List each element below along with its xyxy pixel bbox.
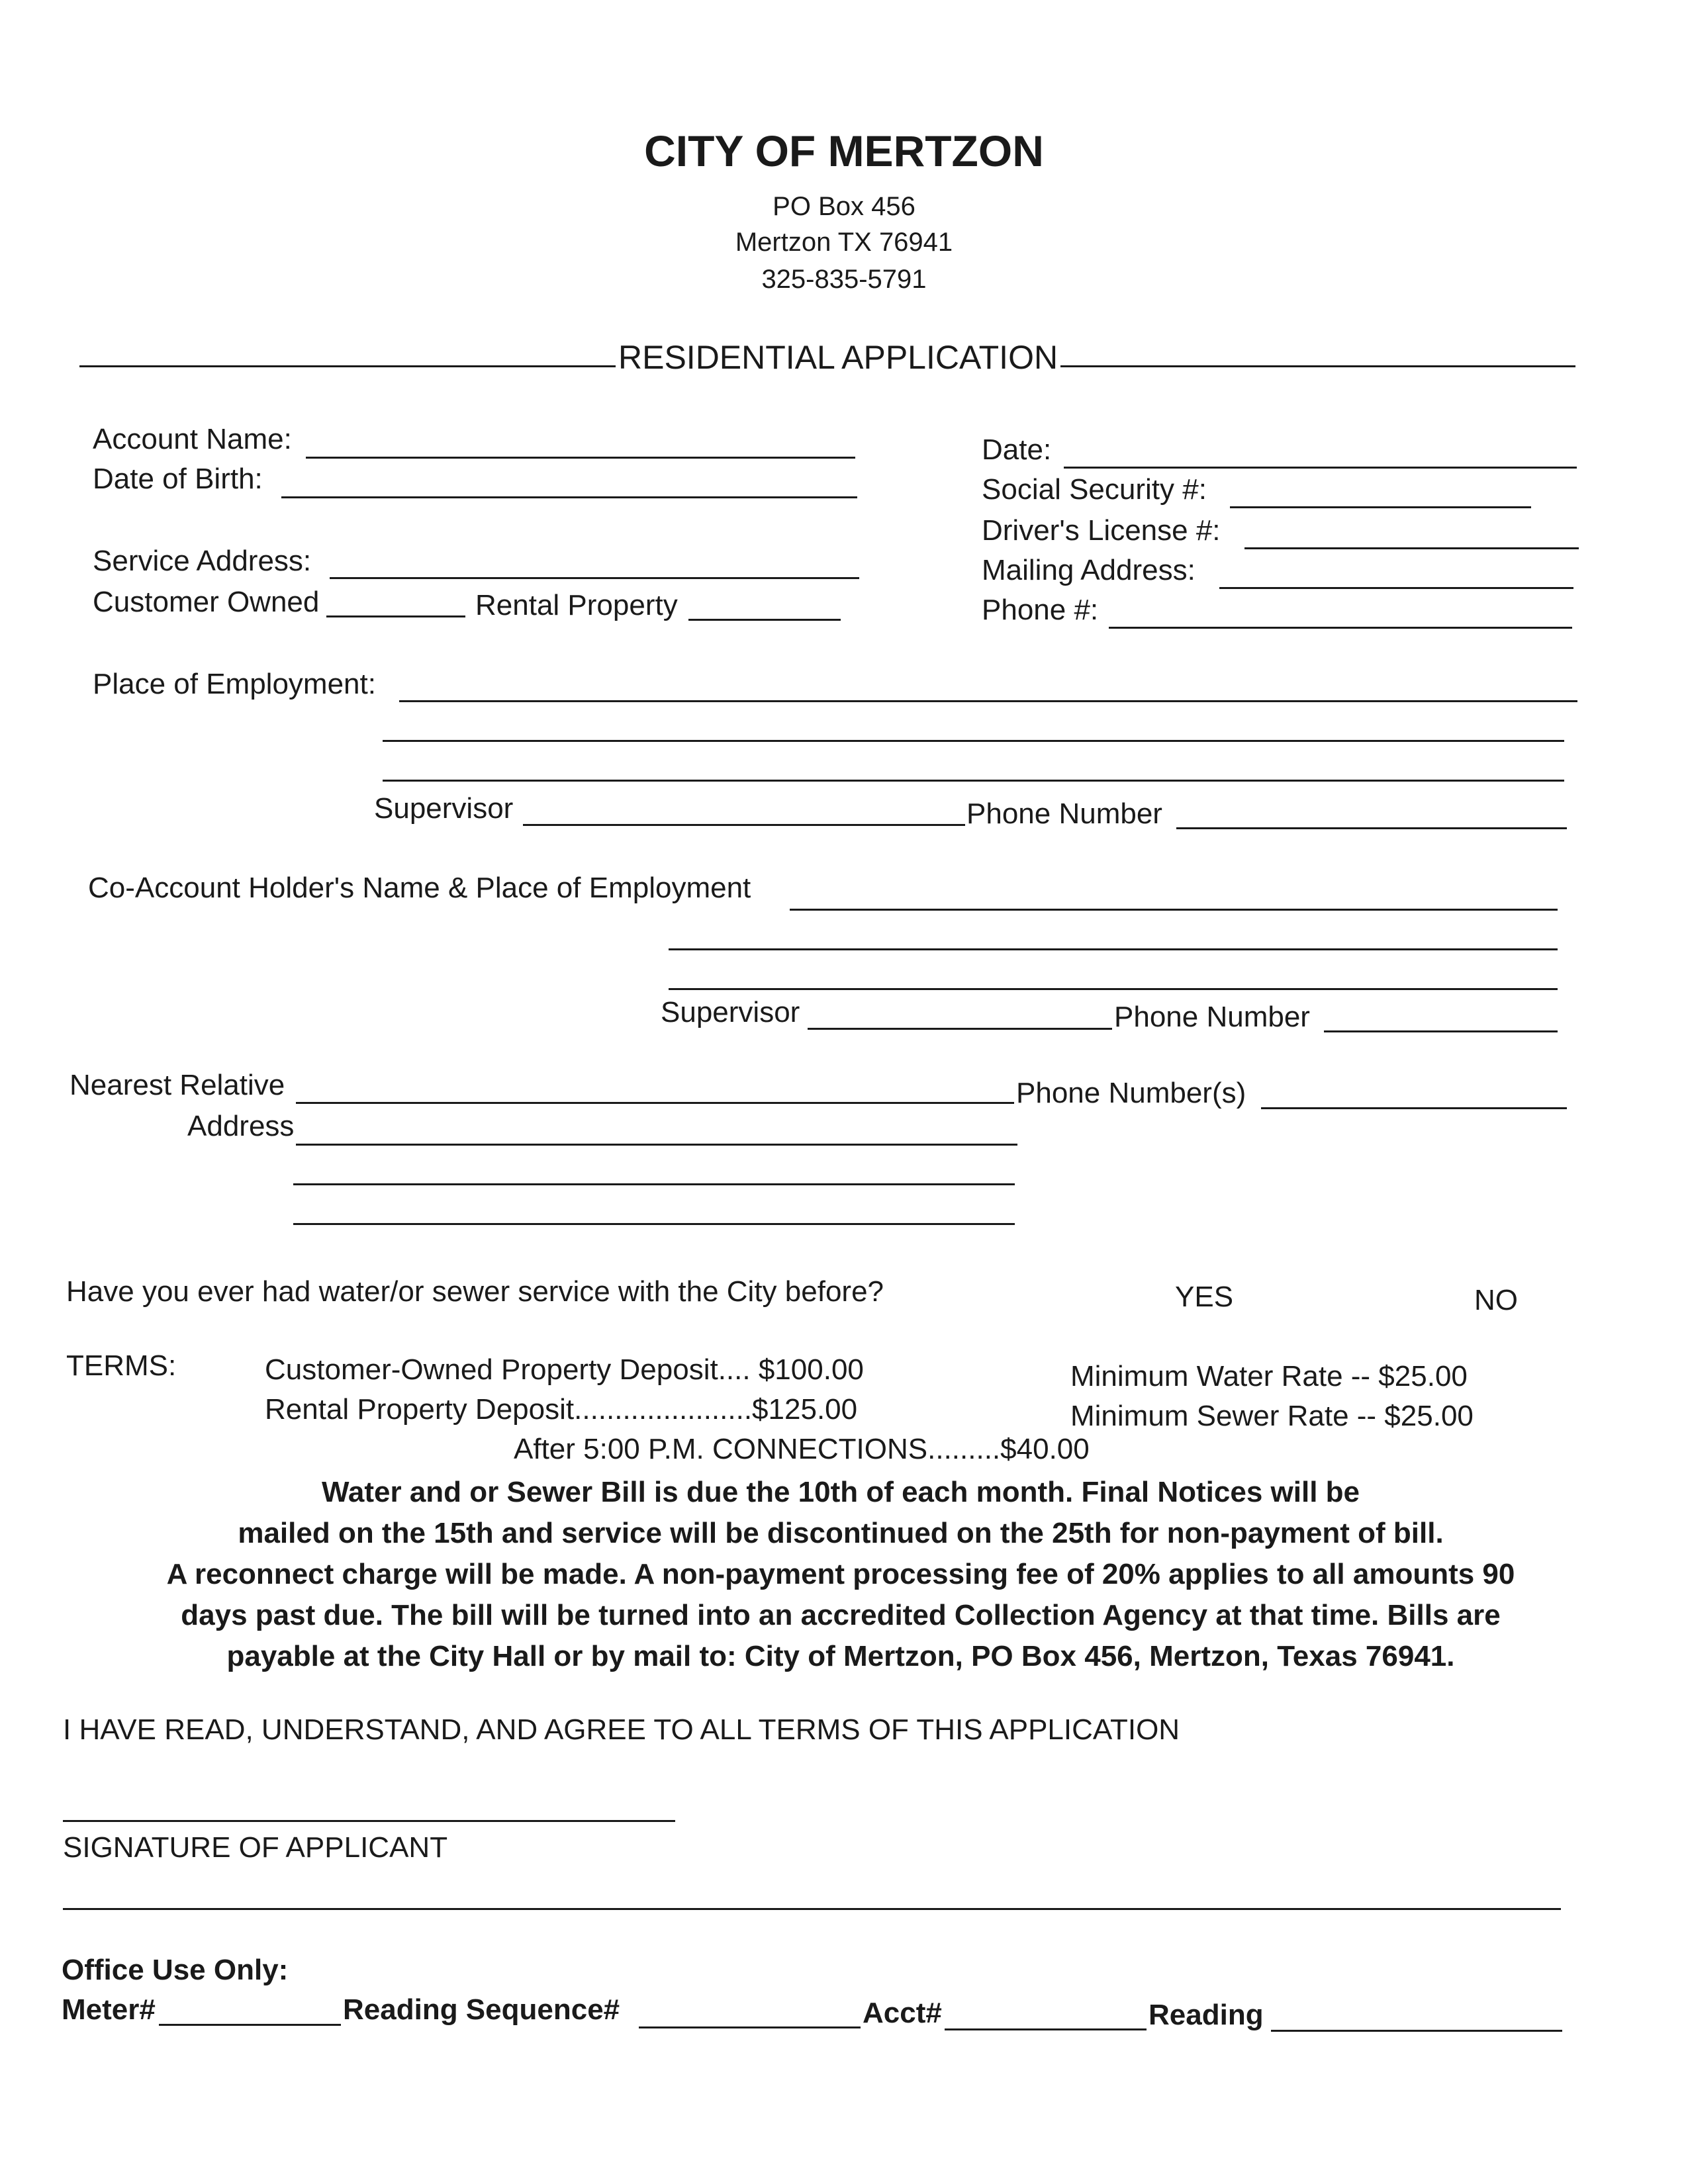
drivers-license-label: Driver's License #:: [982, 514, 1221, 547]
mailing-address-label: Mailing Address:: [982, 554, 1196, 586]
address-line-1: PO Box 456: [773, 192, 915, 221]
relative-address-field-3[interactable]: [293, 1223, 1015, 1225]
date-field[interactable]: [1064, 467, 1577, 469]
office-divider: [63, 1908, 1561, 1910]
relative-address-field-1[interactable]: [296, 1144, 1017, 1146]
signature-line[interactable]: [63, 1820, 675, 1822]
employment-field-1[interactable]: [399, 700, 1577, 702]
nearest-relative-field[interactable]: [296, 1102, 1014, 1104]
rental-property-field[interactable]: [688, 619, 841, 621]
account-name-label: Account Name:: [93, 423, 292, 455]
relative-address-field-2[interactable]: [293, 1183, 1015, 1185]
reading-field[interactable]: [1271, 2030, 1562, 2032]
co-account-field-3[interactable]: [669, 988, 1558, 990]
meter-field[interactable]: [159, 2024, 341, 2026]
co-account-supervisor-label: Supervisor: [661, 996, 800, 1028]
prior-service-no[interactable]: NO: [1474, 1284, 1518, 1316]
terms-paragraph-line-1: Water and or Sewer Bill is due the 10th of each month. Final Notices will be: [322, 1476, 1360, 1508]
service-address-field[interactable]: [330, 577, 859, 579]
employment-supervisor-label: Supervisor: [374, 792, 514, 825]
meter-label: Meter#: [62, 1993, 156, 2026]
place-of-employment-label: Place of Employment:: [93, 668, 376, 700]
service-address-label: Service Address:: [93, 545, 312, 577]
co-account-field-2[interactable]: [669, 948, 1558, 950]
after-hours-connections: After 5:00 P.M. CONNECTIONS.........$40.00: [514, 1433, 1090, 1465]
reading-label: Reading: [1149, 1999, 1264, 2031]
drivers-license-field[interactable]: [1244, 547, 1579, 549]
signature-label: SIGNATURE OF APPLICANT: [63, 1831, 448, 1864]
co-account-phone-field[interactable]: [1324, 1030, 1558, 1032]
employment-field-3[interactable]: [383, 780, 1564, 782]
co-account-field-1[interactable]: [790, 909, 1558, 911]
employment-field-2[interactable]: [383, 740, 1564, 742]
account-name-field[interactable]: [306, 457, 855, 459]
terms-paragraph-line-3: A reconnect charge will be made. A non-payment processing fee of 20% applies to all amounts 90: [166, 1558, 1515, 1590]
co-account-supervisor-field[interactable]: [808, 1028, 1112, 1030]
co-account-label: Co-Account Holder's Name & Place of Employment: [88, 872, 751, 904]
phone-field[interactable]: [1109, 627, 1572, 629]
co-account-phone-label: Phone Number: [1114, 1001, 1310, 1033]
minimum-sewer-rate: Minimum Sewer Rate -- $25.00: [1070, 1400, 1474, 1432]
customer-owned-field[interactable]: [326, 615, 465, 617]
city-phone: 325-835-5791: [761, 265, 927, 294]
reading-sequence-label: Reading Sequence#: [343, 1993, 620, 2026]
rental-deposit: Rental Property Deposit......................$125.00: [265, 1393, 858, 1426]
minimum-water-rate: Minimum Water Rate -- $25.00: [1070, 1360, 1468, 1392]
employment-supervisor-field[interactable]: [523, 824, 965, 826]
agreement-statement: I HAVE READ, UNDERSTAND, AND AGREE TO ALL TERMS OF THIS APPLICATION: [63, 1713, 1180, 1746]
rental-property-label: Rental Property: [475, 589, 678, 621]
address-line-2: Mertzon TX 76941: [735, 228, 953, 257]
acct-label: Acct#: [863, 1997, 942, 2029]
office-use-label: Office Use Only:: [62, 1954, 289, 1986]
terms-paragraph-line-5: payable at the City Hall or by mail to: City of Mertzon, PO Box 456, Mertzon, Texas 76941.: [226, 1640, 1455, 1672]
acct-field[interactable]: [945, 2028, 1147, 2030]
phone-label: Phone #:: [982, 594, 1099, 626]
owned-deposit: Customer-Owned Property Deposit.... $100.00: [265, 1353, 864, 1386]
social-security-field[interactable]: [1230, 506, 1531, 508]
terms-paragraph-line-4: days past due. The bill will be turned into an accredited Collection Agency at that time. Bills are: [181, 1599, 1501, 1631]
mailing-address-field[interactable]: [1219, 587, 1573, 589]
city-title: CITY OF MERTZON: [644, 126, 1044, 175]
employment-phone-field[interactable]: [1176, 827, 1567, 829]
prior-service-question: Have you ever had water/or sewer service with the City before?: [66, 1275, 884, 1308]
date-label: Date:: [982, 433, 1052, 466]
date-of-birth-label: Date of Birth:: [93, 463, 263, 495]
relative-phone-field[interactable]: [1261, 1107, 1567, 1109]
terms-paragraph-line-2: mailed on the 15th and service will be discontinued on the 25th for non-payment of bill.: [238, 1517, 1444, 1549]
relative-address-label: Address: [187, 1110, 295, 1142]
nearest-relative-label: Nearest Relative: [70, 1069, 285, 1101]
relative-phone-label: Phone Number(s): [1016, 1077, 1246, 1109]
social-security-label: Social Security #:: [982, 473, 1207, 506]
form-title: RESIDENTIAL APPLICATION: [616, 341, 1060, 374]
terms-label: TERMS:: [66, 1349, 177, 1382]
prior-service-yes[interactable]: YES: [1175, 1281, 1234, 1313]
customer-owned-label: Customer Owned: [93, 586, 320, 618]
reading-sequence-field[interactable]: [639, 2026, 861, 2028]
date-of-birth-field[interactable]: [281, 496, 857, 498]
employment-phone-label: Phone Number: [966, 797, 1162, 830]
